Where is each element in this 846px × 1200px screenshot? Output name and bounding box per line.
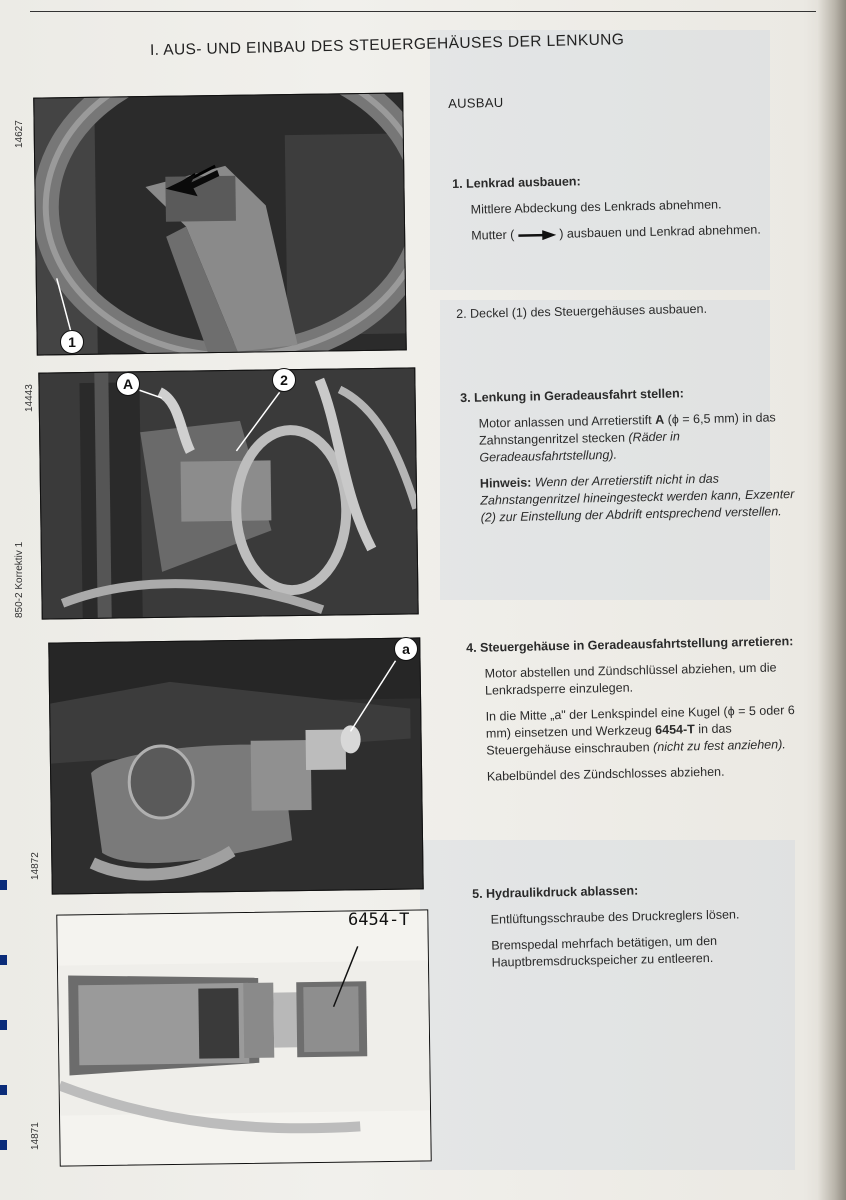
- step-4-title: 4. Steuergehäuse in Geradeausfahrtstellung arretieren:: [466, 634, 794, 655]
- section-heading: AUSBAU: [448, 94, 504, 111]
- step-5-para-1: Entlüftungsschraube des Druckreglers lösen.: [490, 907, 740, 927]
- page-title: I. AUS- UND EINBAU DES STEUERGEHÄUSES DER LENKUNG: [149, 31, 625, 59]
- tool-label: 6454-T: [348, 910, 410, 930]
- binding-mark: [0, 1085, 7, 1095]
- photo-steering-wheel: [33, 92, 407, 355]
- callout-a: a: [394, 637, 418, 661]
- step-3: [460, 383, 803, 536]
- step-4: [466, 633, 809, 795]
- callout-1: 1: [60, 330, 84, 354]
- header-rule: [30, 11, 816, 12]
- step-1-title: 1. Lenkrad ausbauen:: [452, 174, 581, 191]
- figure-ref-3: 14872: [30, 852, 41, 880]
- binding-mark: [0, 1140, 7, 1150]
- tool-illustration: [57, 910, 430, 1165]
- binding-mark: [0, 955, 7, 965]
- step-5-title: 5. Hydraulikdruck ablassen:: [472, 883, 639, 901]
- step-3-title: 3. Lenkung in Geradeausfahrt stellen:: [460, 386, 684, 405]
- photo-steering-pinion: [38, 367, 418, 619]
- photo-tool-6454T: [56, 909, 431, 1166]
- step-4-para-1: Motor abstellen und Zündschlüssel abziehen, um die Lenkradsperre einzulegen.: [484, 660, 777, 698]
- photo-steering-column: [48, 637, 423, 894]
- pinion-illustration: [39, 368, 417, 618]
- binding-mark: [0, 880, 7, 890]
- callout-2: 2: [272, 368, 296, 392]
- side-code: 850-2 Korrektiv 1: [14, 541, 25, 618]
- column-illustration: [49, 638, 422, 893]
- step-2-title: 2. Deckel (1) des Steuergehäuses ausbauen.: [456, 301, 708, 321]
- step-1-line-1: Mittlere Abdeckung des Lenkrads abnehmen.: [470, 197, 722, 217]
- arrow-right-icon: [518, 230, 556, 241]
- callout-A: A: [116, 372, 140, 396]
- binding-mark: [0, 1020, 7, 1030]
- step-1-line-2: Mutter ( ) ausbauen und Lenkrad abnehmen.: [471, 222, 761, 243]
- step-5: [472, 879, 814, 981]
- step-3-text: Motor anlassen und Arretierstift A (ϕ = 6,5 mm) in das Zahnstangenritzel stecken (Räder in Geradeausfahrtstellung).: [478, 410, 776, 465]
- step-4-para-2: In die Mitte „a" der Lenkspindel eine Kugel (ϕ = 5 oder 6 mm) einsetzen und Werkzeug 6454-T in das Steuergehäuse einschrauben (nicht zu fest anziehen).: [485, 703, 795, 758]
- steering-wheel-illustration: [34, 93, 406, 354]
- step-1: [452, 169, 794, 254]
- step-5-para-2: Bremspedal mehrfach betätigen, um den Hauptbremsdruckspeicher zu entleeren.: [491, 933, 718, 970]
- figure-ref-4: 14871: [30, 1122, 41, 1150]
- step-4-para-3: Kabelbündel des Zündschlosses abziehen.: [486, 764, 725, 784]
- figure-ref-2: 14443: [24, 384, 35, 412]
- step-3-note: Hinweis: Wenn der Arretierstift nicht in das Zahnstangenritzel hineingesteckt werden kann, Exzenter (2) zur Einstellung der Abdrift entsprechend verstellen.: [479, 471, 795, 525]
- figure-ref-1: 14627: [14, 120, 25, 148]
- page-edge-shadow: [818, 0, 846, 1200]
